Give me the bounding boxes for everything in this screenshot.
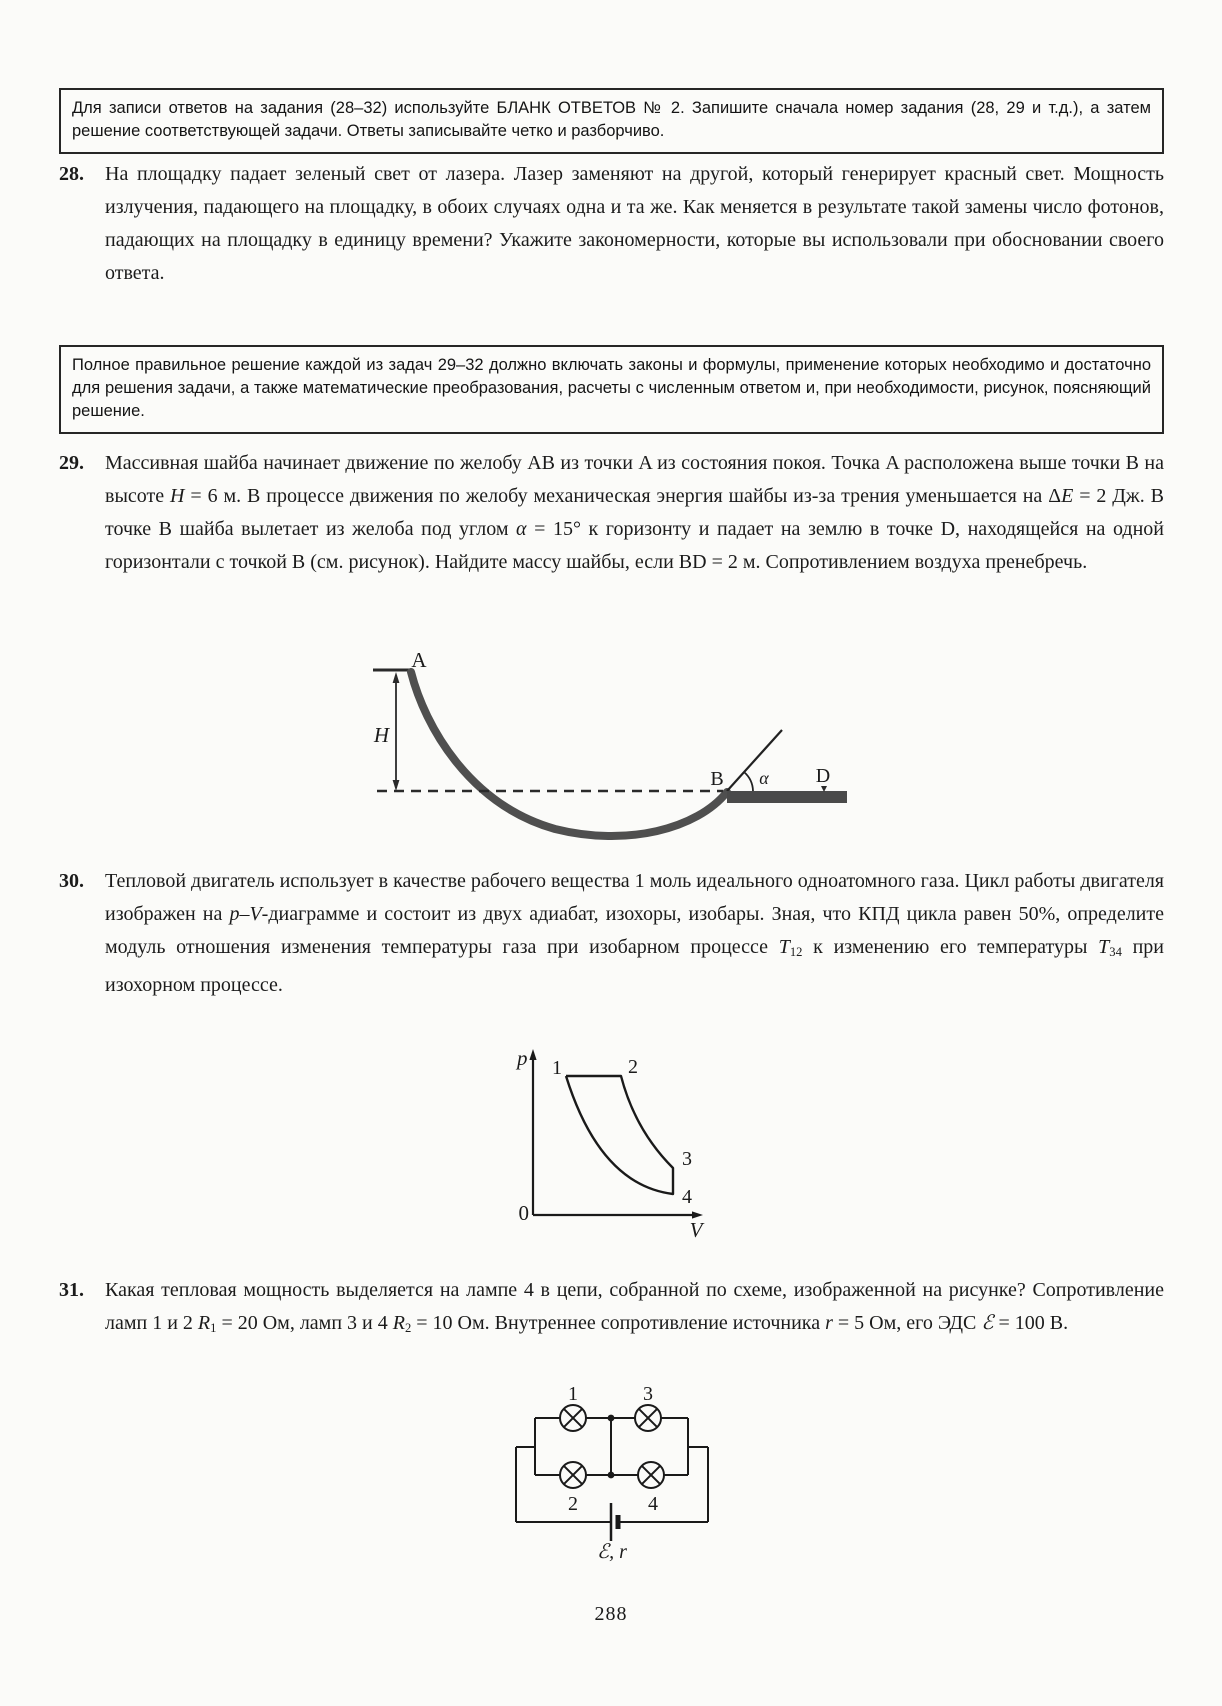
launch-direction-line (727, 730, 782, 791)
p-axis-arrow (529, 1049, 536, 1060)
problem-31-text: Какая тепловая мощность выделяется на лампе 4 в цепи, собранной по схеме, изображенной на рисунке? Сопротивление ламп 1 и 2 $R_1 = 20$ Ом, ламп 3 и 4 $R_2 = 10$ Ом. Внутреннее сопротивление источника r = 5 Ом, его ЭДС ℰ = 100 В. (105, 1279, 1164, 1336)
chute-curve (411, 672, 727, 836)
instruction-box-answer-sheet-text: Для записи ответов на задания (28–32) используйте БЛАНК ОТВЕТОВ № 2. Запишите сначала номер задания (28, 29 и т.д.), а затем решение соответствующей задачи. Ответы записывайте четко и разборчиво. (72, 99, 1151, 140)
pv-diagram-figure (505, 1045, 715, 1245)
label-p: p (517, 1046, 528, 1070)
label-height-h: H (373, 723, 389, 747)
problem-28-number: 28. (59, 163, 84, 185)
ramp-figure (365, 645, 855, 845)
junction-dot (608, 1415, 615, 1422)
instruction-box-answer-sheet (59, 88, 1164, 154)
label-lamp-4: 4 (648, 1493, 658, 1515)
label-state-1: 1 (552, 1057, 562, 1079)
problem-30 (59, 865, 1164, 1002)
circuit-figure (500, 1385, 725, 1575)
problem-30-text: Тепловой двигатель использует в качестве рабочего вещества 1 моль идеального одноатомного газа. Цикл работы двигателя изображен на p–V-диаграмме и состоит из двух адиабат, изохоры, изобары. Зная, что КПД цикла равен 50%, определите модуль отношения изменения температуры газа при изобарном процессе $T_{12}$ к изменению его температуры $T_{34}$ при изохорном процессе. (105, 870, 1164, 997)
problem-31-number: 31. (59, 1279, 84, 1301)
instruction-box-full-solution-text: Полное правильное решение каждой из задач 29–32 должно включать законы и формулы, применение которых необходимо и достаточно для решения задачи, а также математические преобразования, расчеты с численным ответом и, при необходимости, рисунок, поясняющий решение. (72, 356, 1151, 420)
label-state-4: 4 (682, 1186, 692, 1208)
problem-31 (59, 1274, 1164, 1345)
label-angle-alpha: α (759, 768, 769, 788)
instruction-box-full-solution (59, 345, 1164, 434)
label-point-b: B (710, 768, 724, 790)
label-point-d: D (815, 765, 831, 787)
label-state-2: 2 (628, 1056, 638, 1078)
junction-dot (608, 1472, 615, 1479)
label-lamp-1: 1 (568, 1385, 578, 1405)
cycle-path (566, 1076, 673, 1194)
label-v: V (689, 1218, 703, 1242)
label-point-a: A (411, 648, 427, 672)
label-lamp-3: 3 (643, 1385, 653, 1405)
height-arrow-head-down (393, 780, 400, 791)
label-battery-emf: ℰ, r (597, 1541, 627, 1563)
label-state-3: 3 (682, 1148, 692, 1170)
problem-29-text: Массивная шайба начинает движение по желобу AB из точки A из состояния покоя. Точка A расположена выше точки B на высоте H = 6 м. В процессе движения по желобу механическая энергия шайбы из-за трения уменьшается на ΔE = 2 Дж. В точке B шайба вылетает из желоба под углом α = 15° к горизонту и падает на землю в точке D, находящейся на одной горизонтали с точкой B (см. рисунок). Найдите массу шайбы, если BD = 2 м. Сопротивлением воздуха пренебречь. (105, 452, 1164, 573)
label-origin: 0 (518, 1201, 529, 1225)
problem-30-number: 30. (59, 870, 84, 892)
problem-29 (59, 447, 1164, 579)
page-number: 288 (594, 1603, 628, 1625)
problem-29-number: 29. (59, 452, 84, 474)
problem-28 (59, 158, 1164, 290)
ground-bar (727, 791, 847, 803)
problem-28-text: На площадку падает зеленый свет от лазера. Лазер заменяют на другой, который генерирует красный свет. Мощность излучения, падающего на площадку, в обоих случаях одна и та же. Как меняется в результате такой замены число фотонов, падающих на площадку в единицу времени? Укажите закономерности, которые вы использовали при обосновании своего ответа. (105, 163, 1164, 284)
angle-arc (744, 772, 753, 791)
height-arrow-head-up (393, 672, 400, 683)
label-lamp-2: 2 (568, 1493, 578, 1515)
